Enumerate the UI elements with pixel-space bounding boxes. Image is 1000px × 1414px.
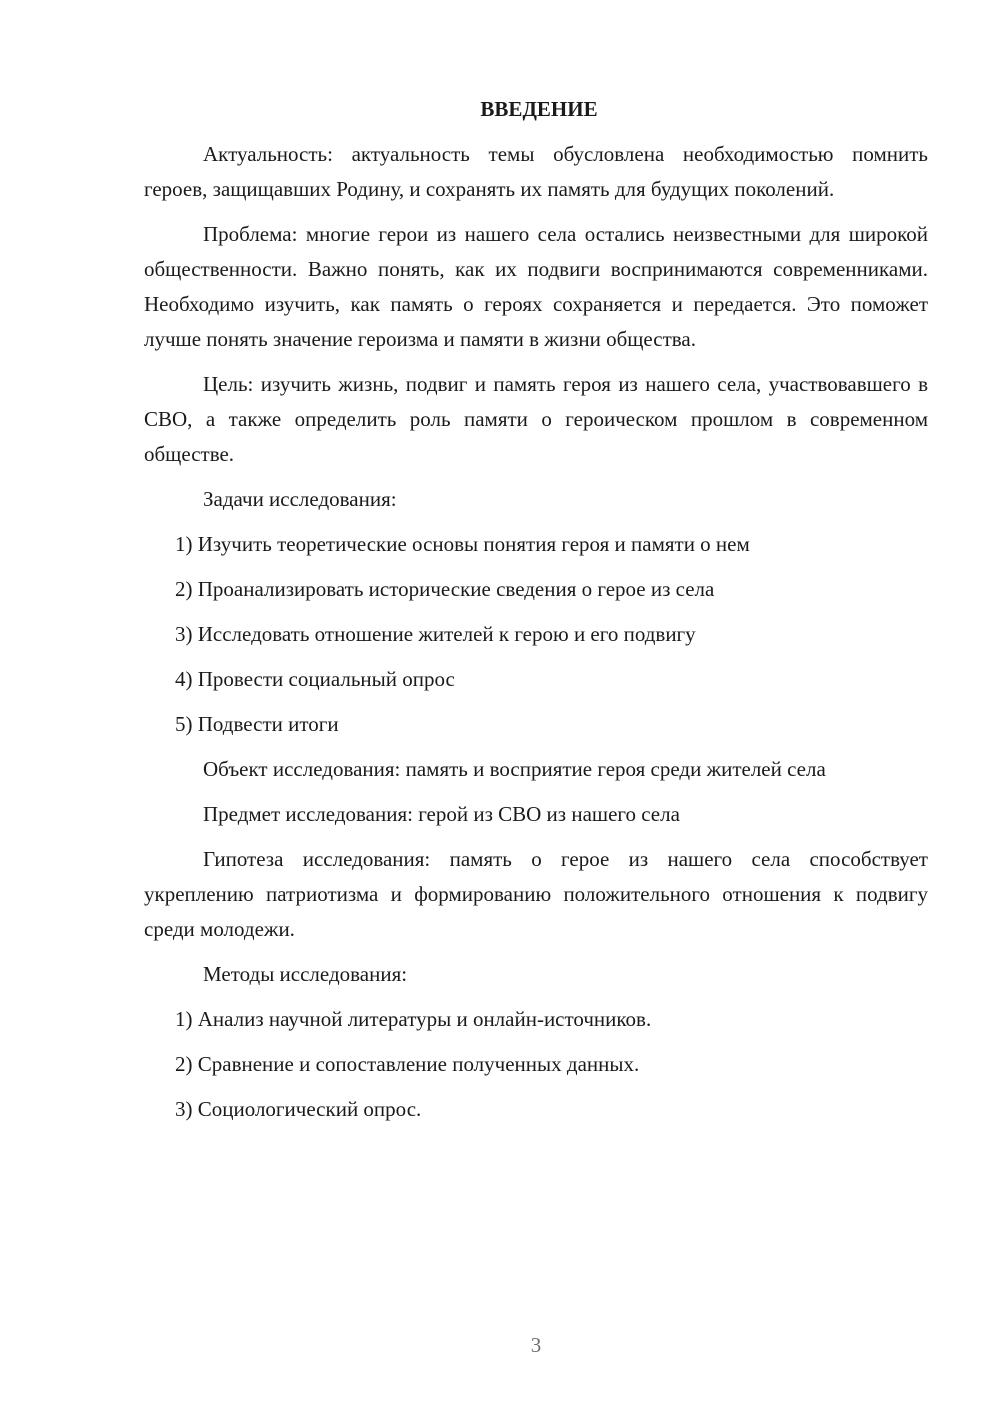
methods-title: Методы исследования: (203, 962, 408, 986)
list-item: 2) Сравнение и сопоставление полученных данных. (175, 1052, 640, 1076)
page-title: ВВЕДЕНИЕ (480, 97, 598, 121)
subject-paragraph: Предмет исследования: герой из СВО из нашего села (203, 802, 680, 826)
goal-paragraph: Цель: изучить жизнь, подвиг и память героя из нашего села, участвовавшего в СВО, а также определить роль памяти о героическом прошлом в современном обществе. (144, 372, 928, 466)
problem-paragraph: Проблема: многие герои из нашего села остались неизвестными для широкой общественности. Важно понять, как их подвиги воспринимаются современниками. Необходимо изучить, как память о героях сохраняется и передается. Это поможет лучше понять значение героизма и памяти в жизни общества. (144, 222, 928, 351)
page-number: 3 (530, 1333, 542, 1357)
document-page (144, 92, 928, 1137)
relevance-paragraph: Актуальность: актуальность темы обусловлена необходимостью помнить героев, защищавших Родину, и сохранять их память для будущих поколений. (144, 142, 928, 201)
list-item: 3) Социологический опрос. (175, 1097, 422, 1121)
list-item: 5) Подвести итоги (175, 712, 339, 736)
methods-list (144, 1002, 928, 1127)
list-item: 1) Анализ научной литературы и онлайн-источников. (175, 1007, 652, 1031)
tasks-title: Задачи исследования: (203, 487, 397, 511)
list-item: 1) Изучить теоретические основы понятия героя и памяти о нем (175, 532, 750, 556)
tasks-list (144, 527, 928, 742)
list-item: 3) Исследовать отношение жителей к герою и его подвигу (175, 622, 696, 646)
list-item: 4) Провести социальный опрос (175, 667, 455, 691)
object-paragraph: Объект исследования: память и восприятие героя среди жителей села (203, 757, 826, 781)
hypothesis-paragraph: Гипотеза исследования: память о герое из нашего села способствует укреплению патриотизма и формированию положительного отношения к подвигу среди молодежи. (144, 847, 928, 941)
list-item: 2) Проанализировать исторические сведения о герое из села (175, 577, 715, 601)
